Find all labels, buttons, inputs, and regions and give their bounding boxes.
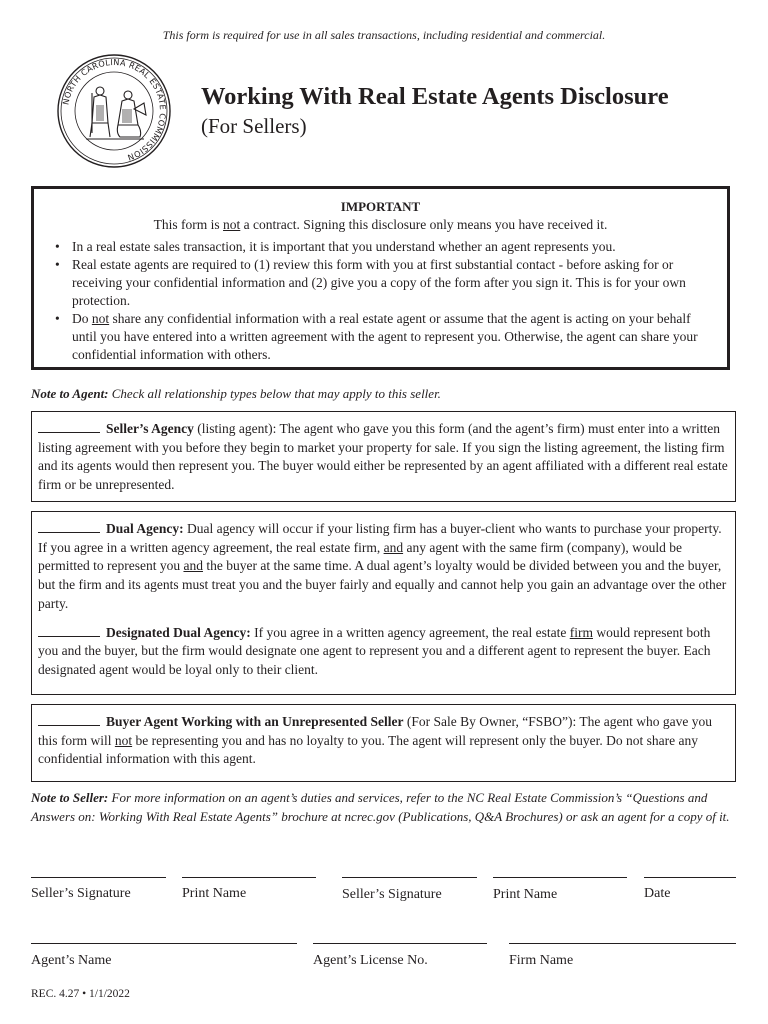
form-id-footer: REC. 4.27 • 1/1/2022 [31,988,130,1000]
form-title: Working With Real Estate Agents Disclosure [201,83,669,110]
firm-name-label: Firm Name [509,953,574,968]
sellers-agency-label: Seller’s Agency [106,421,194,436]
date-line[interactable] [644,877,736,878]
date-label: Date [644,886,671,901]
svg-text:NORTH CAROLINA REAL ESTATE COM: NORTH CAROLINA REAL ESTATE COMMISSION [60,56,169,163]
dual-agency-checkbox-line[interactable] [38,522,100,533]
title-block [201,82,669,140]
dual-agency-paragraph: Dual Agency: Dual agency will occur if your listing firm has a buyer-client who wants to purchase your property. If you agree in a written agency agreement, the real estate firm, and any agent with the same firm (company), would be permitted to represent you and the buyer at the same time. A dual agent’s loyalty would be divided between you and the buyer, but the firm and its agents must treat you and the buyer fairly and equally and cannot help you gain an advantage over the other party. [38,521,727,611]
important-heading: IMPORTANT [340,199,421,214]
print-name-2-label: Print Name [493,887,558,902]
bullet-item: • Do not share any confidential information with a real estate agent or assume that the agent is acting on your behalf until you have entered into a written agreement with the agent to represent you. Otherwise, the agent can share your confidential information with others. [72,310,717,364]
print-name-2-line[interactable] [493,877,627,878]
agents-license-line[interactable] [313,943,487,944]
agents-license-label: Agent’s License No. [313,953,428,968]
bullet-item: • Real estate agents are required to (1) review this form with you at first substantial contact - before asking for or receiving your confidential information and (2) give you a copy of the form after you sign it. This is for your own protection. [72,256,717,310]
dual-agency-label: Dual Agency: [106,521,184,536]
sellers-signature-1-line[interactable] [31,877,166,878]
required-use-note: This form is required for use in all sales transactions, including residential and commercial. [162,28,606,42]
form-subtitle: (For Sellers) [201,114,307,138]
sellers-agency-checkbox-line[interactable] [38,422,100,433]
designated-dual-agency-paragraph: Designated Dual Agency: If you agree in a written agency agreement, the real estate firm would represent both you and the buyer, but the firm would designate one agent to represent you and a different agent to represent the buyer. Each designated agent would be loyal only to their client. [38,624,711,677]
note-to-agent: Note to Agent: Check all relationship types below that may apply to this seller. [31,386,441,401]
important-notice-box [31,186,730,370]
buyer-agent-unrepresented-seller-box: Buyer Agent Working with an Unrepresented Seller (For Sale By Owner, “FSBO”): The agent who gave you this form will not be representing you and has no loyalty to you. The agent will represent only the buyer. Do not share any confidential information with this agent. [31,704,736,782]
agents-name-label: Agent’s Name [31,953,112,968]
print-name-1-label: Print Name [182,886,247,901]
firm-name-line[interactable] [509,943,736,944]
buyer-agent-checkbox-line[interactable] [38,715,100,726]
nc-real-estate-commission-seal-icon [56,53,172,169]
sellers-signature-2-label: Seller’s Signature [342,887,442,902]
buyer-agent-label: Buyer Agent Working with an Unrepresented Seller [106,714,404,729]
sellers-agency-box: Seller’s Agency (listing agent): The agent who gave you this form (and the agent’s firm) must enter into a written listing agreement with you before they begin to market your property for sale. If you sign the listing agreement, the listing firm and its agents would then represent you. The buyer would either be represented by an agent affiliated with a different real estate firm or be unrepresented. [31,411,736,502]
agents-name-line[interactable] [31,943,297,944]
designated-dual-agency-checkbox-line[interactable] [38,626,100,637]
not-a-contract-line: This form is not a contract. Signing this disclosure only means you have received it. [153,217,608,232]
dual-agency-box [31,511,736,695]
sellers-signature-2-line[interactable] [342,877,477,878]
designated-dual-agency-label: Designated Dual Agency: [106,624,251,640]
print-name-1-line[interactable] [182,877,316,878]
bullet-item: • In a real estate sales transaction, it is important that you understand whether an agent represents you. [72,238,717,256]
sellers-signature-1-label: Seller’s Signature [31,886,131,901]
important-bullets [34,238,727,364]
note-to-seller: Note to Seller: For more information on an agent’s duties and services, refer to the NC Real Estate Commission’s “Questions and Answers on: Working With Real Estate Agents” brochure at ncrec.gov (Publications, Q&A Brochures) or ask an agent for a copy of it. [31,790,730,824]
